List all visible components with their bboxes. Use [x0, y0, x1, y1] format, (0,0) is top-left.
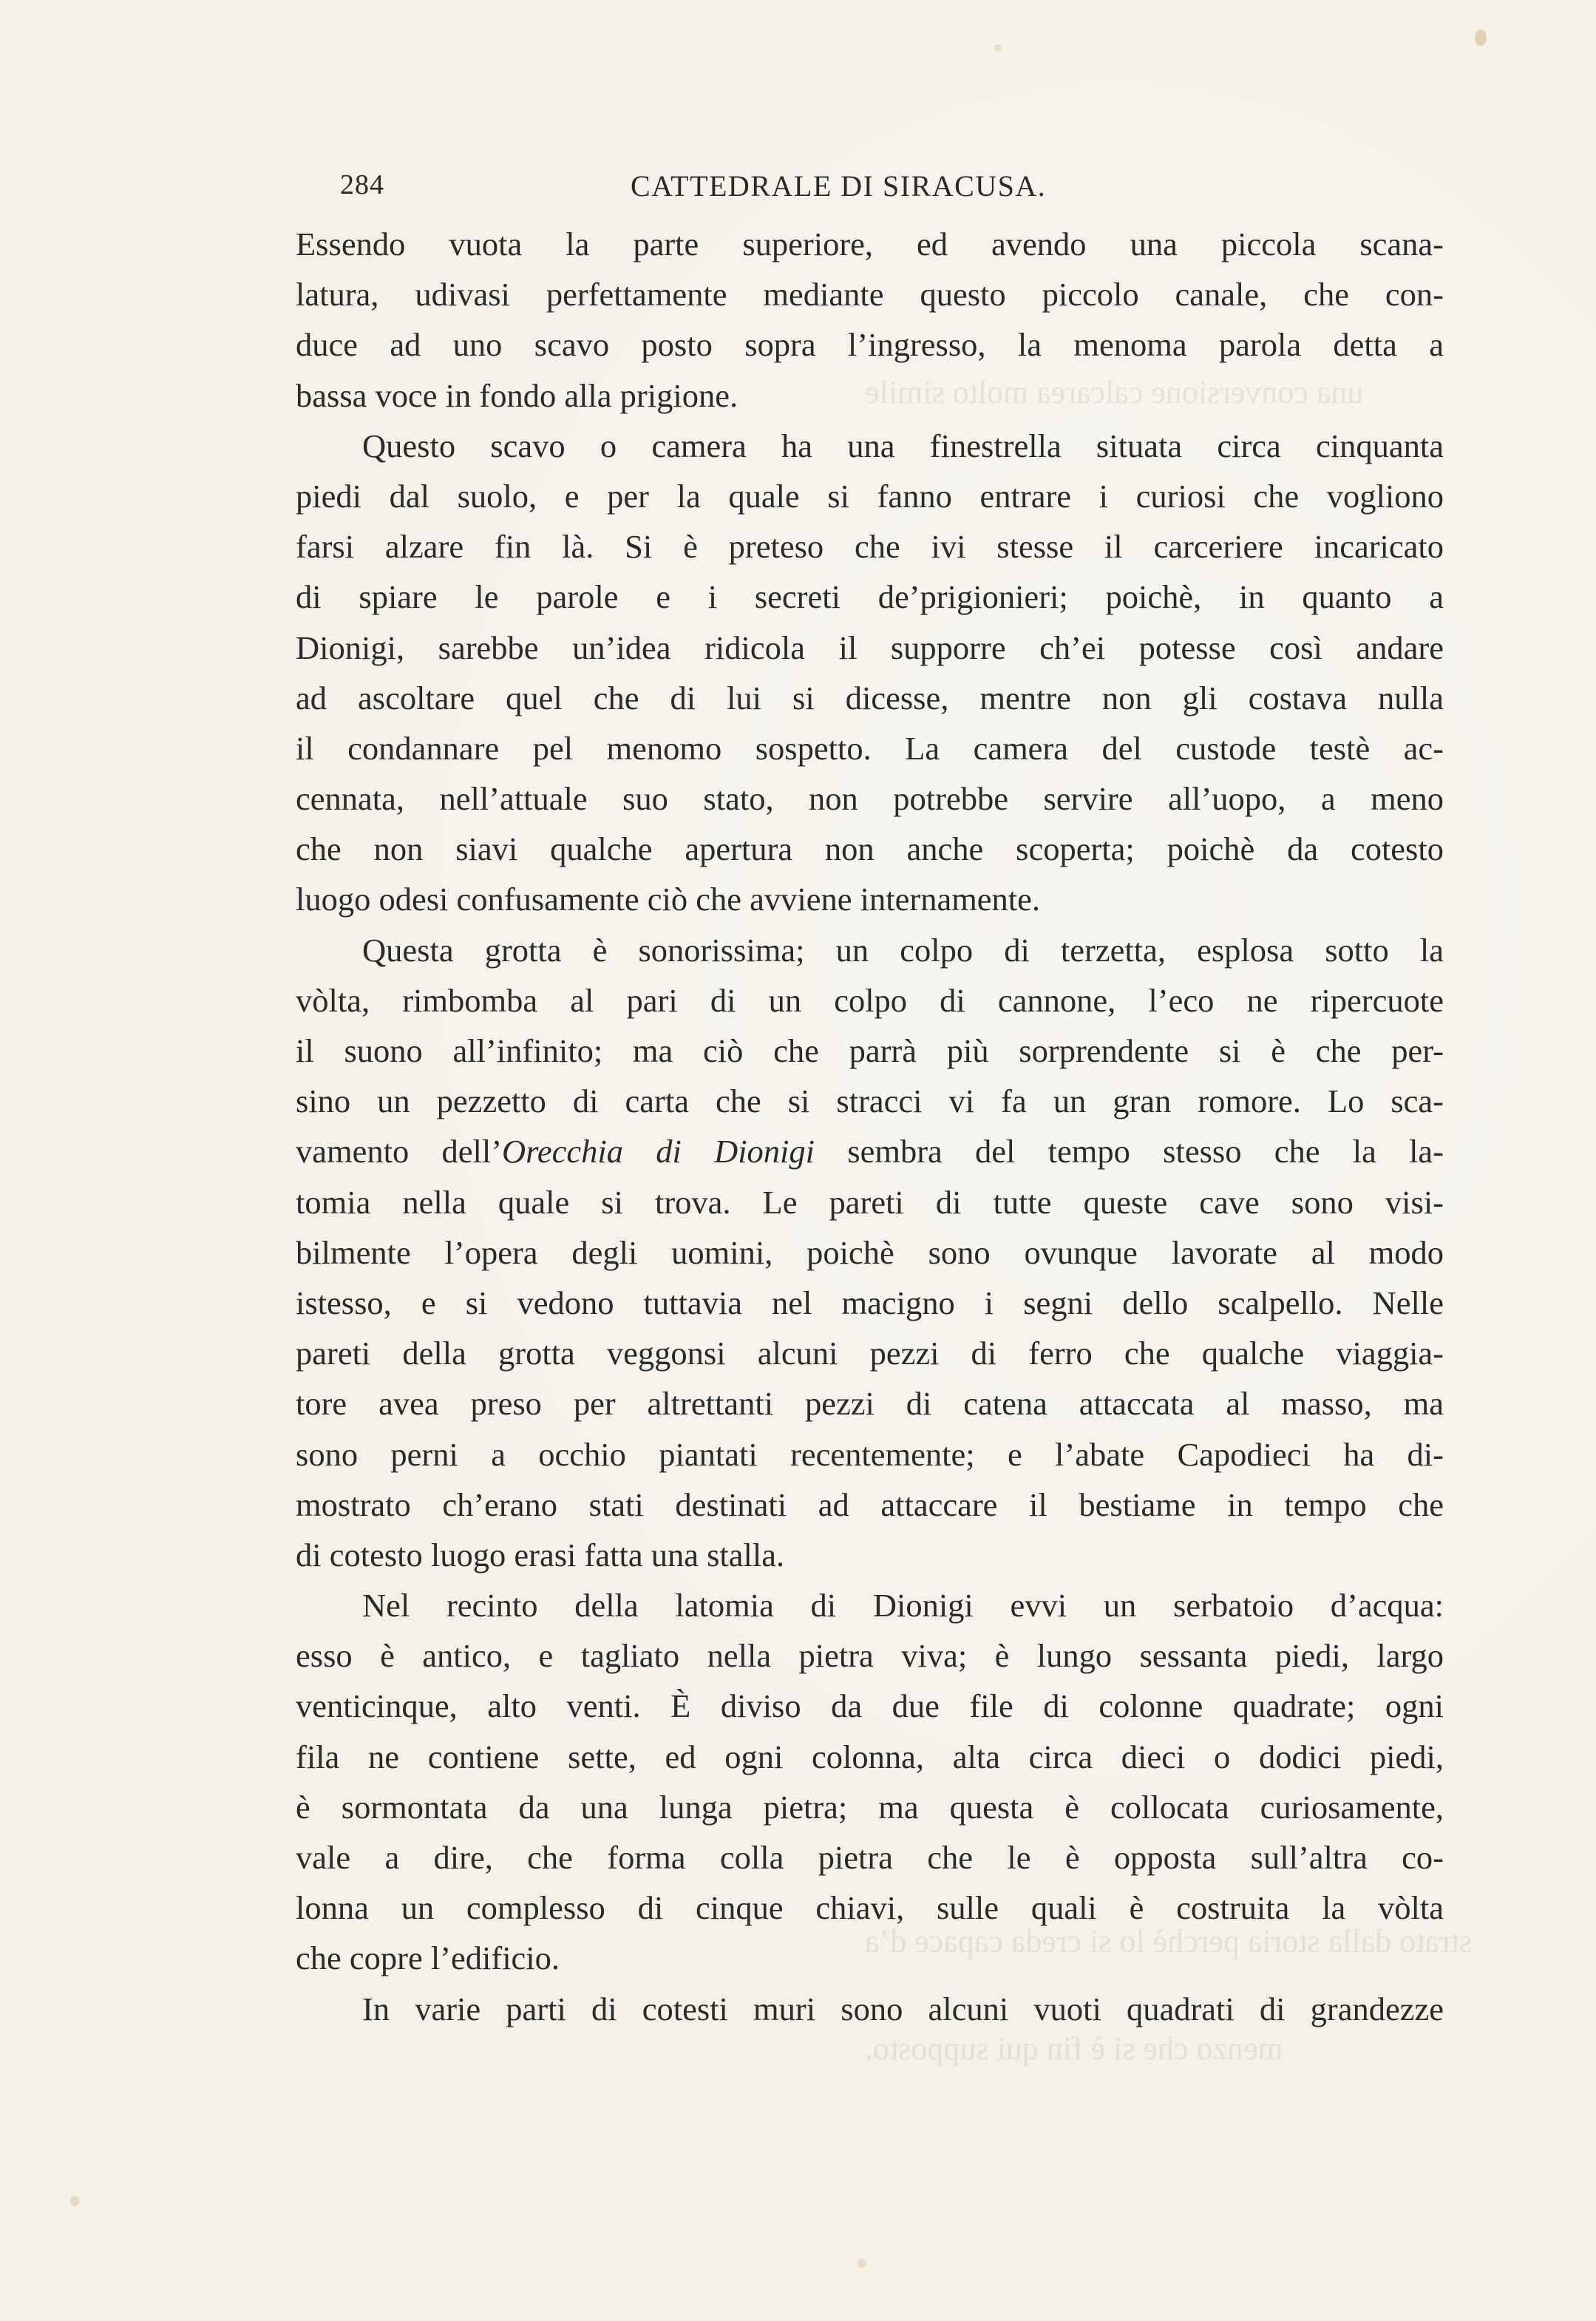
text-line: farsi alzare fin là. Si è preteso che ivi stesse il carceriere incaricato [296, 528, 1444, 566]
text-line: il suono all’infinito; ma ciò che parrà più sorprendente si è che per- [296, 1032, 1444, 1069]
text-line: sino un pezzetto di carta che si stracci vi fa un gran romore. Lo sca- [296, 1082, 1444, 1120]
body-text [296, 219, 1444, 2034]
foxing-spot [994, 44, 1002, 52]
text-line: tomia nella quale si trova. Le pareti di tutte queste cave sono visi- [296, 1183, 1444, 1221]
text-line: pareti della grotta veggonsi alcuni pezzi di ferro che qualche viaggia- [296, 1335, 1444, 1372]
text-line: vale a dire, che forma colla pietra che le è opposta sull’altra co- [296, 1839, 1444, 1876]
text-line: Questo scavo o camera ha una finestrella situata circa cinquanta [362, 427, 1444, 464]
foxing-spot [1475, 30, 1487, 46]
text-line: bilmente l’opera degli uomini, poichè sono ovunque lavorate al modo [296, 1233, 1444, 1271]
text-line: bassa voce in fondo alla prigione. [296, 376, 738, 414]
text-line: Essendo vuota la parte superiore, ed avendo una piccola scana- [296, 226, 1444, 262]
foxing-spot [858, 2259, 866, 2268]
foxing-spot [70, 2196, 79, 2206]
text-line: luogo odesi confusamente ciò che avviene internamente. [296, 881, 1041, 918]
text-line: In varie parti di cotesti muri sono alcuni vuoti quadrati di grandezze [362, 1990, 1444, 2027]
text-line: che non siavi qualche apertura non anche scoperta; poichè da cotesto [296, 830, 1444, 868]
text-line: mostrato ch’erano stati destinati ad attaccare il bestiame in tempo che [296, 1485, 1444, 1523]
italic-phrase: Orecchia di Dionigi [502, 1133, 815, 1170]
text-line: lonna un complesso di cinque chiavi, sulle quali è costruita la vòlta [296, 1889, 1444, 1927]
text-line: istesso, e si vedono tuttavia nel macigno i segni dello scalpello. Nelle [296, 1284, 1444, 1321]
text-line: tore avea preso per altrettanti pezzi di catena attaccata al masso, ma [296, 1385, 1444, 1423]
text-line: Nel recinto della latomia di Dionigi evvi un serbatoio d’acqua: [362, 1587, 1444, 1624]
text-line: sono perni a occhio piantati recentemente; e l’abate Capodieci ha di- [296, 1435, 1444, 1473]
text-line: ad ascoltare quel che di lui si dicesse, mentre non gli costava nulla [296, 679, 1444, 716]
text-line: di spiare le parole e i secreti de’prigionieri; poichè, in quanto a [296, 578, 1444, 616]
show-through-text: menzo che si è fin qui supposto. [865, 2030, 1283, 2067]
show-through-text: una conversione calcarea molto simile [865, 374, 1364, 410]
text-line: piedi dal suolo, e per la quale si fanno entrare i curiosi che vogliono [296, 477, 1444, 515]
text-line: duce ad uno scavo posto sopra l’ingresso, la menoma parola detta a [296, 326, 1444, 364]
text-line: Dionigi, sarebbe un’idea ridicola il supporre ch’ei potesse così andare [296, 628, 1444, 666]
text-line: latura, udivasi perfettamente mediante questo piccolo canale, che con- [296, 276, 1444, 314]
running-header [340, 169, 1442, 213]
text-line: il condannare pel menomo sospetto. La camera del custode testè ac- [296, 729, 1444, 767]
text-line: Questa grotta è sonorissima; un colpo di terzetta, esplosa sotto la [362, 931, 1444, 969]
text-segment: sembra del tempo stesso che la la- [815, 1133, 1444, 1170]
show-through-text: strato dalla storia perchè lo si creda capace d’a [865, 1923, 1472, 1959]
text-line: cennata, nell’attuale suo stato, non potrebbe servire all’uopo, a meno [296, 780, 1444, 818]
text-line [296, 1126, 1444, 1176]
text-line: vòlta, rimbomba al pari di un colpo di cannone, l’eco ne ripercuote [296, 981, 1444, 1019]
text-line: è sormontata da una lunga pietra; ma questa è collocata curiosamente, [296, 1788, 1444, 1826]
running-title: CATTEDRALE DI SIRACUSA. [631, 169, 1047, 203]
text-line: venticinque, alto venti. È diviso da due file di colonne quadrate; ogni [296, 1687, 1444, 1725]
text-line: di cotesto luogo erasi fatta una stalla. [296, 1536, 785, 1573]
text-line: che copre l’edificio. [296, 1939, 560, 1977]
text-segment: vamento dell’ [296, 1133, 503, 1170]
page-number: 284 [340, 169, 384, 200]
text-line: esso è antico, e tagliato nella pietra viva; è lungo sessanta piedi, largo [296, 1637, 1444, 1675]
text-line: fila ne contiene sette, ed ogni colonna, alta circa dieci o dodici piedi, [296, 1738, 1444, 1775]
